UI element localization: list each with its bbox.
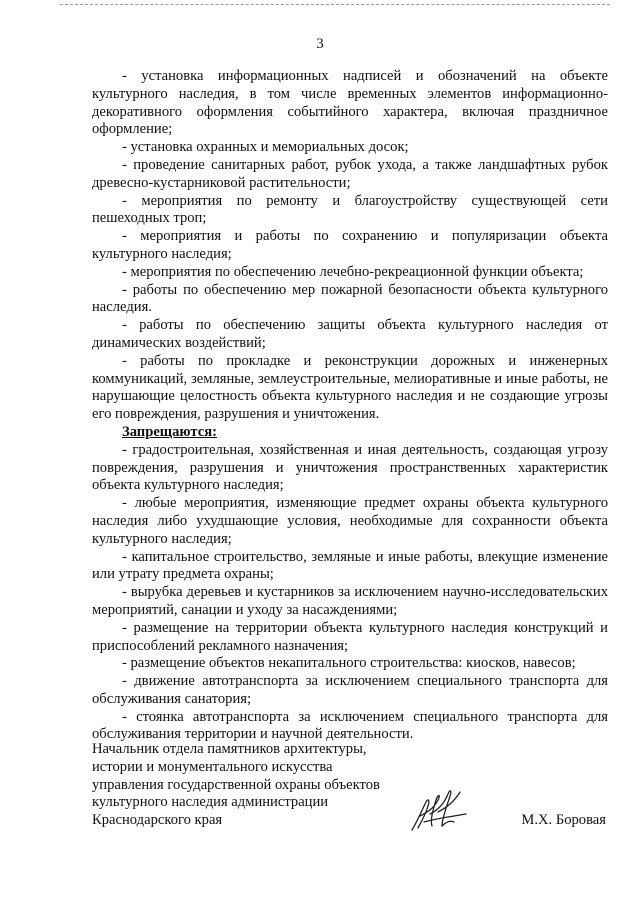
paragraph: - работы по обеспечению мер пожарной безопасности объекта культурного наследия. xyxy=(92,281,608,316)
paragraph: - установка информационных надписей и обозначений на объекте культурного наследия, в том числе временных элементов информационно-декоративного оформления событийного характера, включая праздничное оформление; xyxy=(92,68,608,138)
paragraph: - мероприятия и работы по сохранению и популяризации объекта культурного наследия; xyxy=(92,228,608,262)
prohibited-item: - движение автотранспорта за исключением специального транспорта для обслуживания санатория; xyxy=(92,673,608,707)
prohibited-item: - градостроительная, хозяйственная и иная деятельность, создающая угрозу повреждения, разрушения и уничтожения пространственных характеристик объекта культурного наследия; xyxy=(92,441,608,494)
prohibited-item: - размещение объектов некапитального строительства: киосков, навесов; xyxy=(122,655,576,672)
paragraph: - мероприятия по обеспечению лечебно-рекреационной функции объекта; xyxy=(122,263,584,280)
document-body xyxy=(92,68,608,744)
signatory-title-line: управления государственной охраны объектов xyxy=(92,776,380,793)
prohibited-heading: Запрещаются: xyxy=(122,423,217,440)
prohibited-item: - стоянка автотранспорта за исключением специального транспорта для обслуживания территории и научной деятельности. xyxy=(92,708,608,743)
prohibited-item: - размещение на территории объекта культурного наследия конструкций и приспособлений рекламного назначения; xyxy=(92,619,608,654)
prohibited-item: - капитальное строительство, земляные и иные работы, влекущие изменение или утрату предмета охраны; xyxy=(92,548,608,583)
paragraph: - установка охранных и мемориальных досок; xyxy=(122,139,409,156)
signatory-title-line: истории и монументального искусства xyxy=(92,758,333,775)
signatory-title-line: Краснодарского края xyxy=(92,812,223,829)
signatory-name: М.Х. Боровая xyxy=(521,812,606,828)
paragraph: - мероприятия по ремонту и благоустройству существующей сети пешеходных троп; xyxy=(92,192,608,227)
handwritten-signature-icon xyxy=(408,786,470,834)
page-number: 3 xyxy=(316,36,324,52)
paragraph: - работы по прокладке и реконструкции дорожных и инженерных коммуникаций, земляные, землеустроительные, мелиоративные и иные работы, не нарушающие целостность объекта культурного наследия и не создающие угрозы его повреждения, разрушения и уничтожения. xyxy=(92,352,608,423)
paragraph: - работы по обеспечению защиты объекта культурного наследия от динамических воздействий; xyxy=(92,317,608,351)
top-rule xyxy=(60,4,610,5)
prohibited-item: - любые мероприятия, изменяющие предмет охраны объекта культурного наследия либо ухудшающие условия, необходимые для сохранности объекта культурного наследия; xyxy=(92,495,608,547)
prohibited-item: - вырубка деревьев и кустарников за исключением научно-исследовательских мероприятий, санации и уходу за насаждениями; xyxy=(92,584,608,618)
signatory-title-line: Начальник отдела памятников архитектуры, xyxy=(92,741,367,757)
signature-block xyxy=(92,741,608,830)
signatory-title-line: культурного наследия администрации xyxy=(92,794,329,811)
paragraph: - проведение санитарных работ, рубок ухода, а также ландшафтных рубок древесно-кустарниковой растительности; xyxy=(92,156,608,191)
